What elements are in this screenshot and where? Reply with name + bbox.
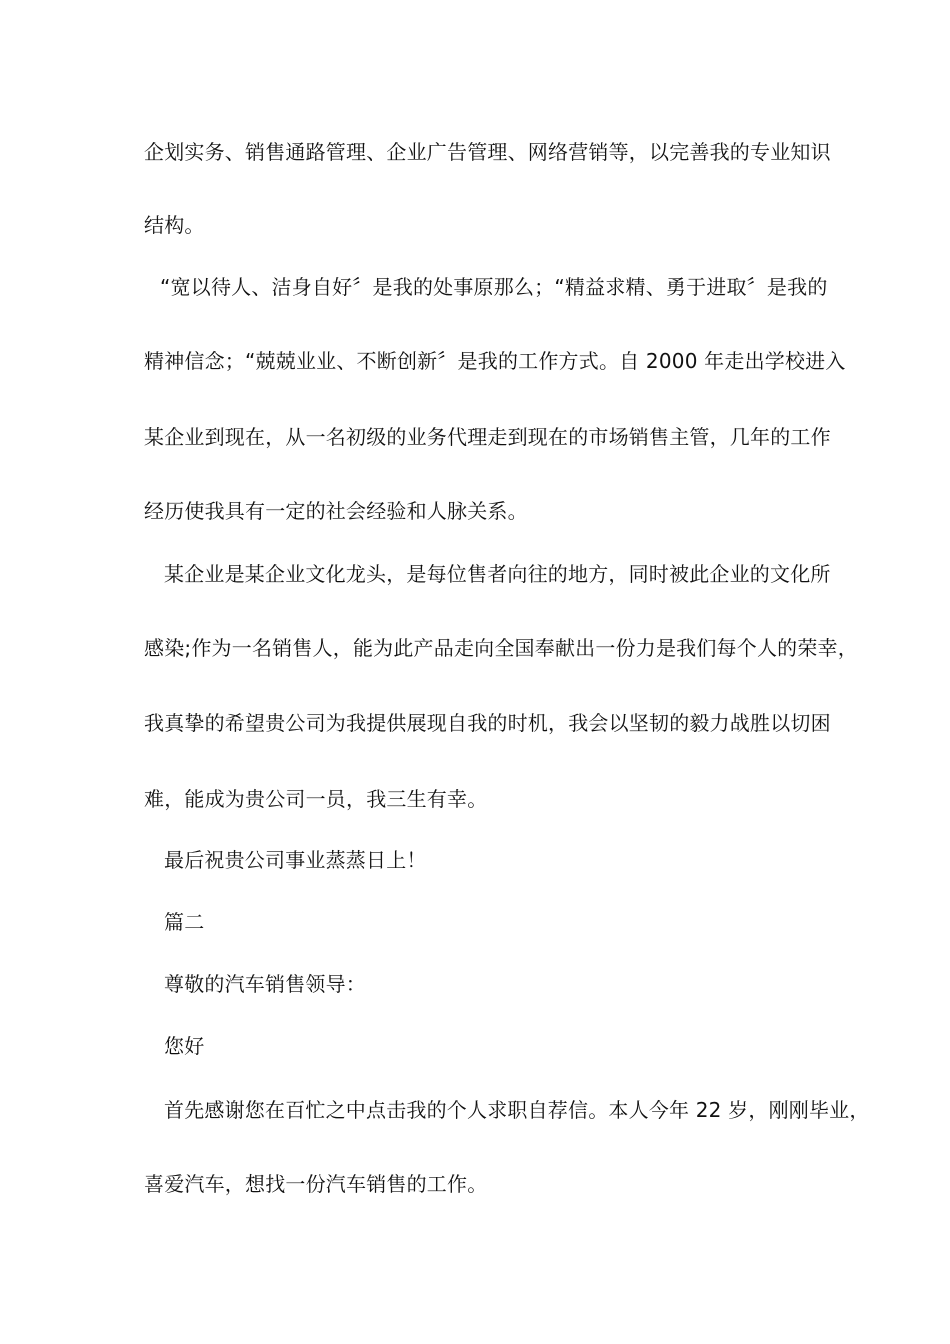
salutation: 尊敬的汽车销售领导： bbox=[164, 972, 366, 996]
paragraph-line: “宽以待人、洁身自好〞是我的处事原那么；“精益求精、勇于进取〞是我的 bbox=[160, 275, 828, 299]
paragraph-line: 我真挚的希望贵公司为我提供展现自我的时机，我会以坚韧的毅力战胜以切困 bbox=[144, 711, 831, 735]
section-heading: 篇二 bbox=[164, 910, 205, 934]
paragraph-line: 精神信念；“兢兢业业、不断创新〞是我的工作方式。自 2000 年走出学校进入 bbox=[144, 349, 846, 373]
paragraph-line: 某企业是某企业文化龙头，是每位售者向往的地方，同时被此企业的文化所 bbox=[164, 562, 831, 586]
paragraph-line: 喜爱汽车，想找一份汽车销售的工作。 bbox=[144, 1172, 488, 1196]
greeting: 您好 bbox=[164, 1034, 205, 1058]
paragraph-line: 感染;作为一名销售人，能为此产品走向全国奉献出一份力是我们每个人的荣幸， bbox=[144, 636, 858, 660]
paragraph-line: 首先感谢您在百忙之中点击我的个人求职自荐信。本人今年 22 岁，刚刚毕业， bbox=[164, 1098, 870, 1122]
paragraph-line: 最后祝贵公司事业蒸蒸日上！ bbox=[164, 848, 427, 872]
paragraph-line: 经历使我具有一定的社会经验和人脉关系。 bbox=[144, 499, 528, 523]
paragraph-line: 企划实务、销售通路管理、企业广告管理、网络营销等，以完善我的专业知识 bbox=[144, 140, 831, 164]
paragraph-line: 结构。 bbox=[144, 213, 205, 237]
paragraph-line: 某企业到现在，从一名初级的业务代理走到现在的市场销售主管，几年的工作 bbox=[144, 425, 831, 449]
paragraph-line: 难，能成为贵公司一员，我三生有幸。 bbox=[144, 787, 488, 811]
